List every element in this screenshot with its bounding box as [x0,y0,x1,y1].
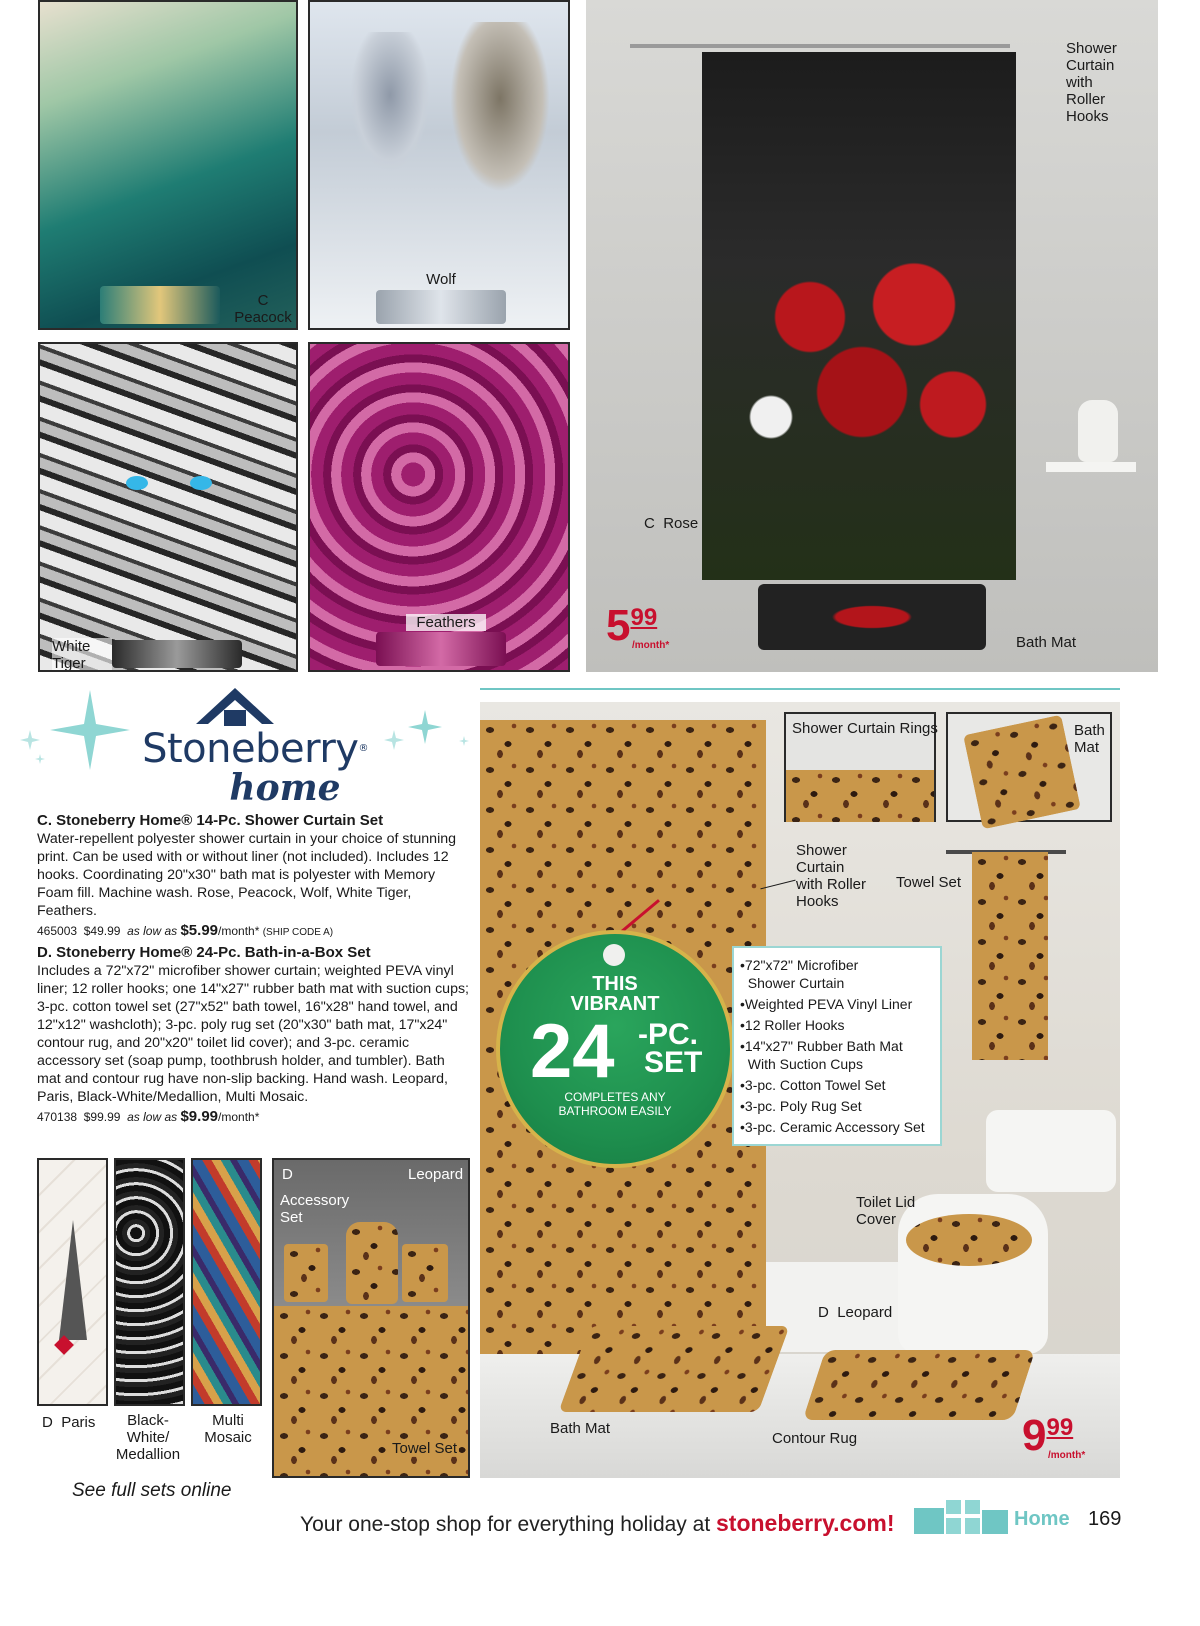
rose-flowers [732,242,992,492]
accessory-set-photo[interactable] [272,1158,470,1478]
see-full-sets-note[interactable]: See full sets online [72,1480,232,1501]
include-item: •3-pc. Cotton Towel Set [740,1077,886,1093]
rose-price: 599 /month* [606,601,670,651]
include-item: •Weighted PEVA Vinyl Liner [740,996,913,1012]
rose-curtain-callout: Shower Curtain with Roller Hooks [1066,40,1117,125]
wolf-head-left [350,32,430,172]
leopard-curtain-callout: Shower Curtain with Roller Hooks [796,842,867,910]
paris-label: D Paris [42,1414,96,1431]
leopard-price: 999 /month* [1022,1411,1086,1461]
toothbrush-holder [402,1244,448,1302]
house-logo-icon [190,680,280,730]
tiger-eye-right [190,476,212,490]
footer-tagline: Your one-stop shop for everything holiday at stoneberry.com! [300,1510,895,1536]
rose-bath-mat-label: Bath Mat [1016,634,1077,651]
feathers-curtain-photo[interactable] [308,342,570,672]
wolf-label: Wolf [426,271,456,288]
product-d-block [37,944,469,1126]
peacock-label: C Peacock [234,292,292,326]
product-c-price-line: 465003 $49.99 as low as $5.99/month* (SHIP CODE A) [37,922,334,939]
include-item: •3-pc. Ceramic Accessory Set [740,1119,925,1135]
black-white-medallion-swatch[interactable] [114,1158,185,1406]
rings-label: Shower Curtain Rings [792,720,938,737]
product-c-title: C. Stoneberry Home® 14-Pc. Shower Curtain Set [37,812,384,829]
vase [1078,400,1118,462]
sparkle-right-icon [380,700,480,770]
rose-curtain [702,52,1016,580]
accessory-d-letter: D [282,1166,293,1183]
includes-list-box [732,946,942,1146]
accessory-leopard-label: Leopard [408,1166,464,1183]
hanging-towel [972,852,1048,1060]
contour-rug-callout: Contour Rug [772,1430,858,1447]
feathers-bath-mat [376,632,506,666]
wolf-head-right [450,22,550,192]
leopard-bath-mat [558,1326,789,1412]
rose-label: C Rose [644,515,699,532]
sparkle-decoration-icon [10,680,150,780]
badge-hole [603,944,625,966]
soap-pump [346,1222,398,1304]
towel-set-label: Towel Set [392,1440,458,1457]
gift-boxes-icon [910,1488,1010,1536]
wolf-curtain-photo[interactable] [308,0,570,330]
include-item: •3-pc. Poly Rug Set [740,1098,862,1114]
footer-site-link[interactable]: stoneberry.com! [716,1510,895,1536]
product-c-description: Water-repellent polyester shower curtain in your choice of stunning print. Can be used with or without liner (not included). Includes 12 hooks. Coordinating 20"x30" bath mat is polyester with Memory Foam fill. Machine wash. Rose, Peacock, Wolf, White Tiger, Feathers. [37,831,457,919]
bath-mat-inset [946,712,1112,822]
leopard-label: D Leopard [818,1304,893,1321]
feathers-label: Feathers [406,614,486,631]
curtain-rod [630,44,1010,48]
contour-rug [803,1350,1036,1420]
set-badge: THIS VIBRANT 24 -PC. SET COMPLETES ANY BATHROOM EASILY [496,930,734,1168]
paris-swatch[interactable] [37,1158,108,1406]
rose-curtain-photo[interactable] [586,0,1158,672]
bath-mat-callout: Bath Mat [550,1420,611,1437]
include-item: •12 Roller Hooks [740,1017,845,1033]
black-white-medallion-label: Black- White/ Medallion [115,1412,181,1463]
product-d-title: D. Stoneberry Home® 24-Pc. Bath-in-a-Box Set [37,944,371,961]
rings-curtain-swatch [786,770,934,822]
bath-mat-inset-swatch [963,715,1081,830]
section-divider [480,688,1120,690]
product-c-block [37,812,469,942]
white-tiger-curtain-photo[interactable] [38,342,298,672]
include-item: •72"x72" Microfiber Shower Curtain [740,957,859,991]
peacock-bath-mat [100,286,220,324]
tiger-bath-mat [112,640,242,668]
toilet-tank [986,1110,1116,1192]
peacock-curtain-photo[interactable] [38,0,298,330]
tiger-eye-left [126,476,148,490]
tumbler-left [284,1244,328,1302]
towel-set-callout: Towel Set [896,874,962,891]
brand-logo: Stoneberry® home [142,726,368,809]
bath-mat-inset-label: Bath Mat [1074,722,1105,756]
product-d-description: Includes a 72"x72" microfiber shower curtain; weighted PEVA vinyl liner; 12 roller hooks; one 14"x27" rubber bath mat with suction cups; 3-pc. cotton towel set (27"x52" bath towel, 16"x28" hand towel, and 12"x12" washcloth); 3-pc. poly rug set (20"x30" bath mat, 17"x24" contour rug, and 20"x20" toilet lid cover); and 3-pc. ceramic accessory set (soap pump, toothbrush holder, and tumbler). Bath mat and contour rug have non-slip backing. Hand wash. Leopard, Paris, Black-White/Medallion, Multi Mosaic. [37,963,469,1105]
rose-bath-mat [758,584,986,650]
page-number: 169 [1088,1508,1122,1530]
toilet-lid-callout: Toilet Lid Cover [856,1194,916,1228]
include-item: •14"x27" Rubber Bath Mat With Suction Cups [740,1038,903,1072]
product-d-price-line: 470138 $99.99 as low as $9.99/month* [37,1108,260,1125]
footer-section-label: Home [1014,1508,1070,1530]
white-tiger-label: White Tiger [52,638,112,672]
multi-mosaic-swatch[interactable] [191,1158,262,1406]
wolf-bath-mat [376,290,506,324]
rings-inset [784,712,936,822]
multi-mosaic-label: Multi Mosaic [204,1412,252,1446]
eiffel-tower-graphic [59,1220,87,1340]
accessory-set-label: Accessory Set [280,1192,350,1226]
stool [1046,462,1136,582]
